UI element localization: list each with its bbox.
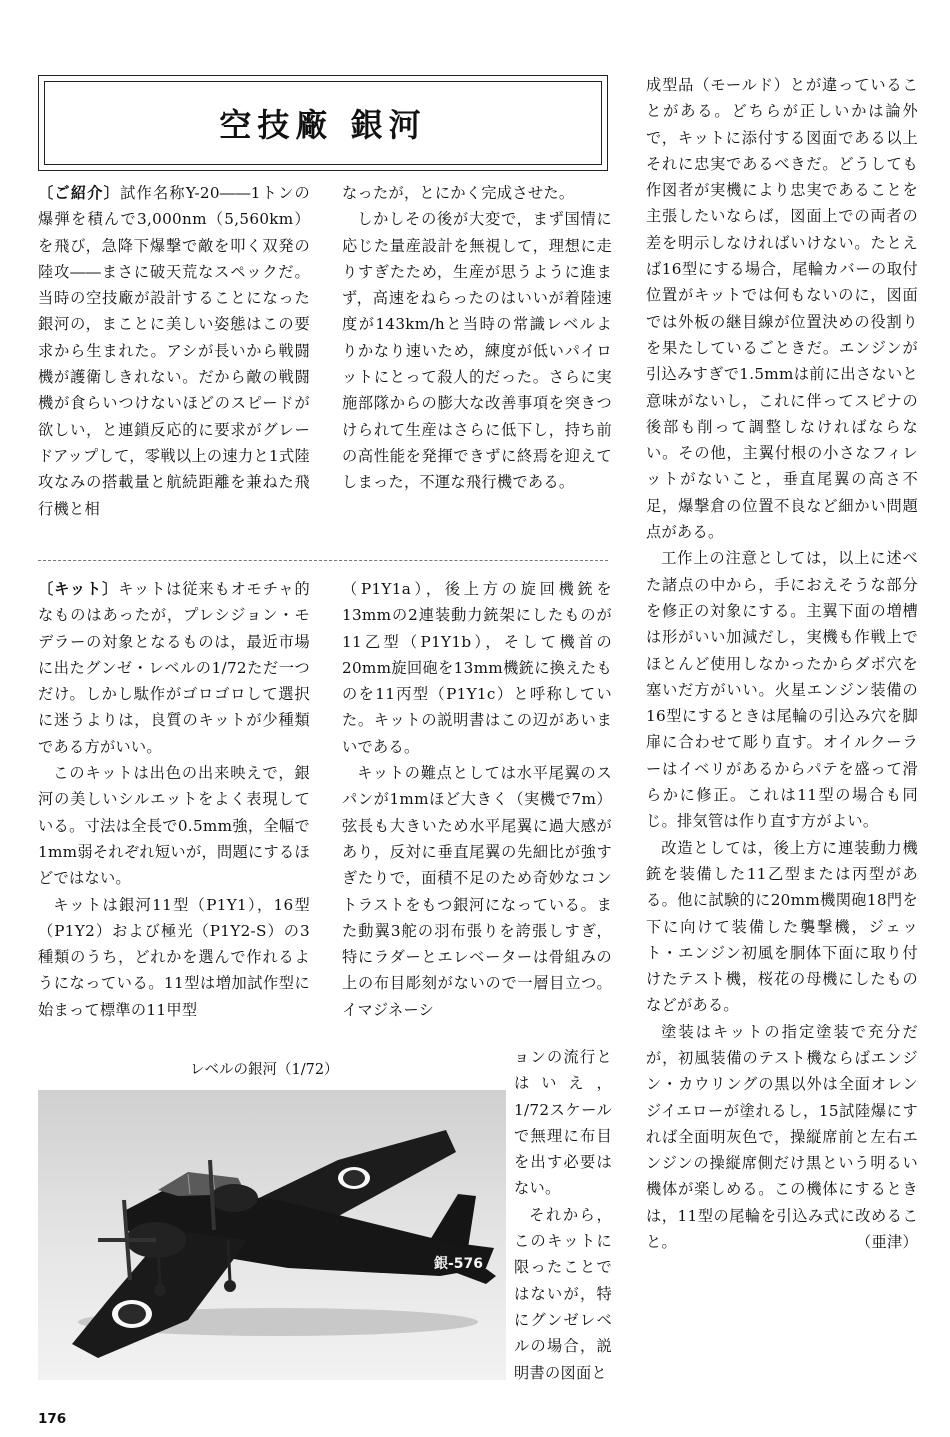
kit-col1 bbox=[38, 576, 310, 1023]
intro-col1-text: 試作名称Y-20――1トンの爆弾を積んで3,000nm（5,560km）を飛び，急降下爆撃で敵を叩く双発の陸攻――まさに破天荒なスペックだ。当時の空技廠が設計することになった銀河の，まことに美しい姿態はこの要求から生まれた。アシが長いから戦闘機が護衛しきれない。だから敵の戦闘機が食らいつけないほどのスピードが欲しい，と連鎖反応的に要求がグレードアップして，零戦以上の速力と1式陸攻なみの搭載量と航続距離を兼ねた飛行機と相 bbox=[38, 184, 310, 518]
photo-caption: レベルの銀河（1/72） bbox=[190, 1062, 339, 1078]
intro-label: 〔ご紹介〕 bbox=[38, 184, 121, 202]
kit-col2-p1: （P1Y1a），後上方の旋回機銃を13mmの2連装動力銃架にしたものが11乙型（P1Y1b），そして機首の20mm旋回砲を13mm機銃に換えたものを11丙型（P1Y1c）と呼称していた。キットの説明書はこの辺があいまいである。 bbox=[342, 580, 612, 756]
author-signature: （亜津） bbox=[856, 1233, 918, 1252]
col3 bbox=[646, 72, 918, 1255]
kit-label: 〔キット〕 bbox=[38, 580, 119, 598]
col3-p2: 工作上の注意としては，以上に述べた諸点の中から，手におえそうな部分を修正の対象にする。主翼下面の増槽は形がいい加減だし，実機も作戦上でほとんど使用しなかったからダボ穴を塞いだ方がいい。火星エンジン装備の16型にするときは尾輪の引込み穴を脚扉に合わせて彫り直す。オイルクーラーはイベリがあるからパテを盛って滑らかに修正。これは11型の場合も同じ。排気管は作り直す方がよい。 bbox=[646, 549, 918, 831]
kit-col2-narrow-p1: ョンの流行とはいえ，1/72スケールで無理に布目を出す必要はない。 bbox=[514, 1048, 612, 1198]
kit-col2-narrow-p2: それから，このキットに限ったことではないが，特にグンゼレベルの場合，説明書の図面と bbox=[514, 1205, 612, 1382]
col3-p1: 成型品（モールド）とが違っていることがある。どちらが正しいかは論外で，キットに添付する図面である以上それに忠実であるべきだ。どうしても作図者が実機により忠実であることを主張したいならば，図面上での両者の差を明示しなければいけない。たとえば16型にする場合，尾輪カバーの取付位置がキットでは何もないのに，図面では外板の継目線が位置決めの役割りを果たしているごときだ。エンジンが引込みすぎで1.5mmは前に出さないと意味がないし，これに伴ってスピナの後部も削って調整しなければならない。その他，主翼付根の小さなフィレットがないこと，垂直尾翼の高さ不足，爆撃倉の位置不良など細かい問題点がある。 bbox=[646, 76, 918, 542]
intro-col2 bbox=[342, 180, 612, 496]
kit-col2 bbox=[342, 576, 612, 1023]
intro-col1 bbox=[38, 180, 310, 522]
col3-p4: 塗装はキットの指定塗装で充分だが，初風装備のテスト機ならばエンジン・カウリングの黒以外は全面オレンジイエローが塗れるし，15試陸爆にすれば全面明灰色で，操縦席前と左右エンジンの操縦席側だけ黒という明るい機体が楽しめる。この機体にするときは，11型の尾輪を引込み式に改めること。 bbox=[646, 1022, 918, 1252]
plane-code: 銀-576 bbox=[434, 1256, 484, 1272]
page-number: 176 bbox=[38, 1411, 67, 1427]
kit-col2-narrow bbox=[514, 1044, 612, 1386]
title-inner-frame bbox=[44, 81, 602, 165]
kit-photo bbox=[38, 1090, 506, 1380]
kit-col2-p2: キットの難点としては水平尾翼のスパンが1mmほど大きく（実機で7m）弦長も大きいため水平尾翼に過大感があり，反対に垂直尾翼の先細比が強すぎたりで，面積不足のため奇妙なコントラストをもつ銀河になっている。また動翼3舵の羽布張りを誇張しすぎ，特にラダーとエレベーターは骨組みの上の布目彫刻がないので一層目立つ。イマジネーシ bbox=[342, 764, 612, 1019]
kit-col1-p2: このキットは出色の出来映えで，銀河の美しいシルエットをよく表現している。寸法は全長で0.5mm強，全幅で1mm弱それぞれ短いが，問題にするほどではない。 bbox=[38, 764, 310, 888]
intro-col2-p1: なったが，とにかく完成させた。 bbox=[342, 184, 575, 202]
kit-col1-p1: キットは従来もオモチャ的なものはあったが，プレシジョン・モデラーの対象となるものは，最近市場に出たグンゼ・レベルの1/72ただ一つだけ。しかし駄作がゴロゴロして選択に迷うよりは，良質のキットが少種類である方がいい。 bbox=[38, 580, 310, 756]
kit-col1-p3: キットは銀河11型（P1Y1），16型（P1Y2）および極光（P1Y2-S）の3種類のうち，どれかを選んで作れるようになっている。11型は増加試作型に始まって標準の11甲型 bbox=[38, 895, 310, 1019]
airplane-illustration bbox=[38, 1090, 506, 1380]
section-divider bbox=[38, 560, 608, 561]
article-title: 空技廠 銀河 bbox=[219, 106, 427, 144]
intro-col2-p2: しかしその後が大変で，まず国情に応じた量産設計を無視して，理想に走りすぎたため，生産が思うように進まず，高速をねらったのはいいが着陸速度が143km/hと当時の常識レベルよりかなり速いため，練度が低いパイロットにとって殺人的だった。さらに実施部隊からの膨大な改善事項を突きつけられて生産はさらに低下し，持ち前の高性能を発揮できずに終焉を迎えてしまった，不運な飛行機である。 bbox=[342, 210, 612, 492]
title-box bbox=[38, 75, 608, 171]
col3-p3: 改造としては，後上方に連装動力機銃を装備した11乙型または丙型がある。他に試験的に20mm機関砲18門を下に向けて装備した襲撃機，ジェット・エンジン初風を胴体下面に取り付けたテスト機，桜花の母機にしたものなどがある。 bbox=[646, 838, 918, 1015]
